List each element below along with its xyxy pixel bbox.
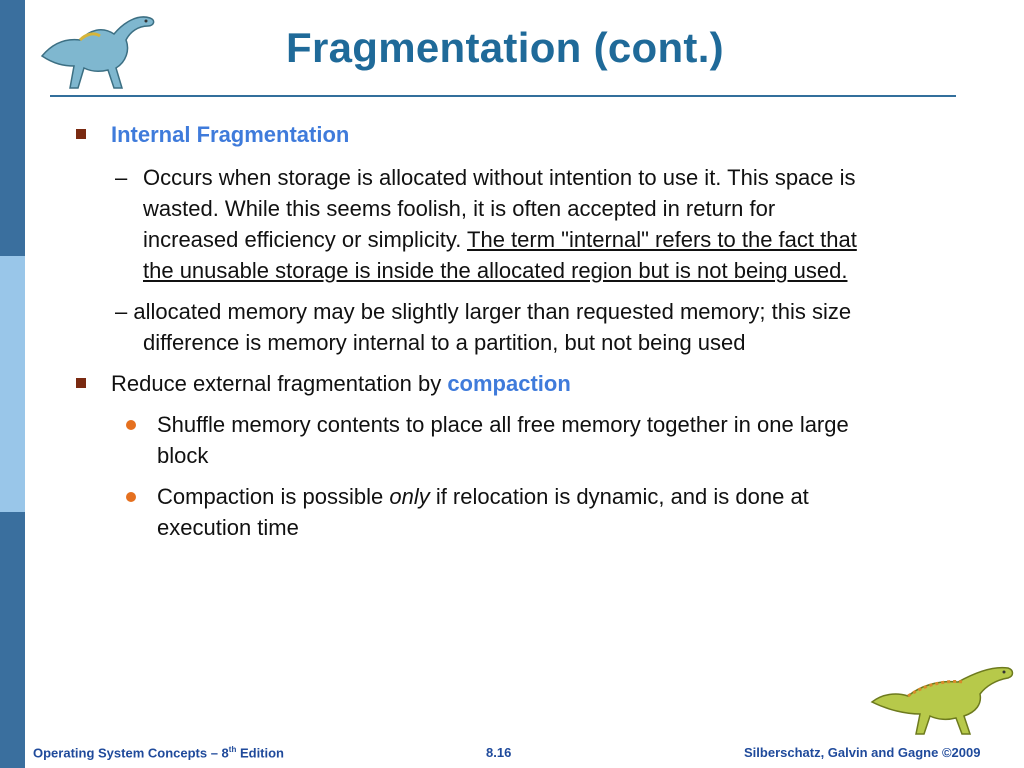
bullet-text: Reduce external fragmentation by [111, 371, 448, 396]
sub-bullet-line: difference is memory internal to a partition, but not being used [143, 330, 746, 355]
bullet-dot-icon [126, 492, 136, 502]
sub-bullet-text: Compaction is possible [157, 484, 390, 509]
underlined-line: the unusable storage is inside the allocated region but is not being used. [143, 258, 848, 283]
bullet-dot-icon [126, 420, 136, 430]
dash-marker: – [115, 165, 128, 190]
sub-bullet-line: execution time [157, 515, 299, 540]
sub-bullet-text: increased efficiency or simplicity. [143, 227, 468, 252]
sub-bullet-line: Shuffle memory contents to place all free memory together in one large [157, 412, 849, 437]
sub-bullet-line [143, 227, 857, 253]
bullet-square-icon [76, 378, 86, 388]
sub-bullet-line [157, 484, 809, 510]
page-title: Fragmentation (cont.) [286, 24, 724, 71]
sub-bullet-line: wasted. While this seems foolish, it is often accepted in return for [143, 196, 776, 221]
bullet-reduce-fragmentation [111, 371, 571, 397]
footer-copyright: Silberschatz, Galvin and Gagne ©2009 [744, 745, 981, 760]
footer-book-title [33, 745, 284, 760]
footer-text: Operating System Concepts – 8 [33, 745, 229, 761]
footer-page-number: 8.16 [486, 745, 512, 760]
bullet-internal-fragmentation: Internal Fragmentation [111, 122, 350, 147]
footer-text: Edition [236, 745, 285, 761]
highlight-term: compaction [447, 371, 571, 396]
sub-bullet-line: block [157, 443, 209, 468]
sub-bullet-line: Occurs when storage is allocated without intention to use it. This space is [143, 165, 856, 190]
bullet-square-icon [76, 129, 86, 139]
sub-bullet-text: if relocation is dynamic, and is done at [429, 484, 809, 509]
footer-superscript: th [228, 745, 237, 754]
sub-bullet-line: – allocated memory may be slightly larger than requested memory; this size [115, 299, 852, 324]
dinosaur-icon [868, 658, 1018, 738]
italic-text: only [389, 484, 430, 509]
underlined-text: The term "internal" refers to the fact that [467, 227, 857, 252]
